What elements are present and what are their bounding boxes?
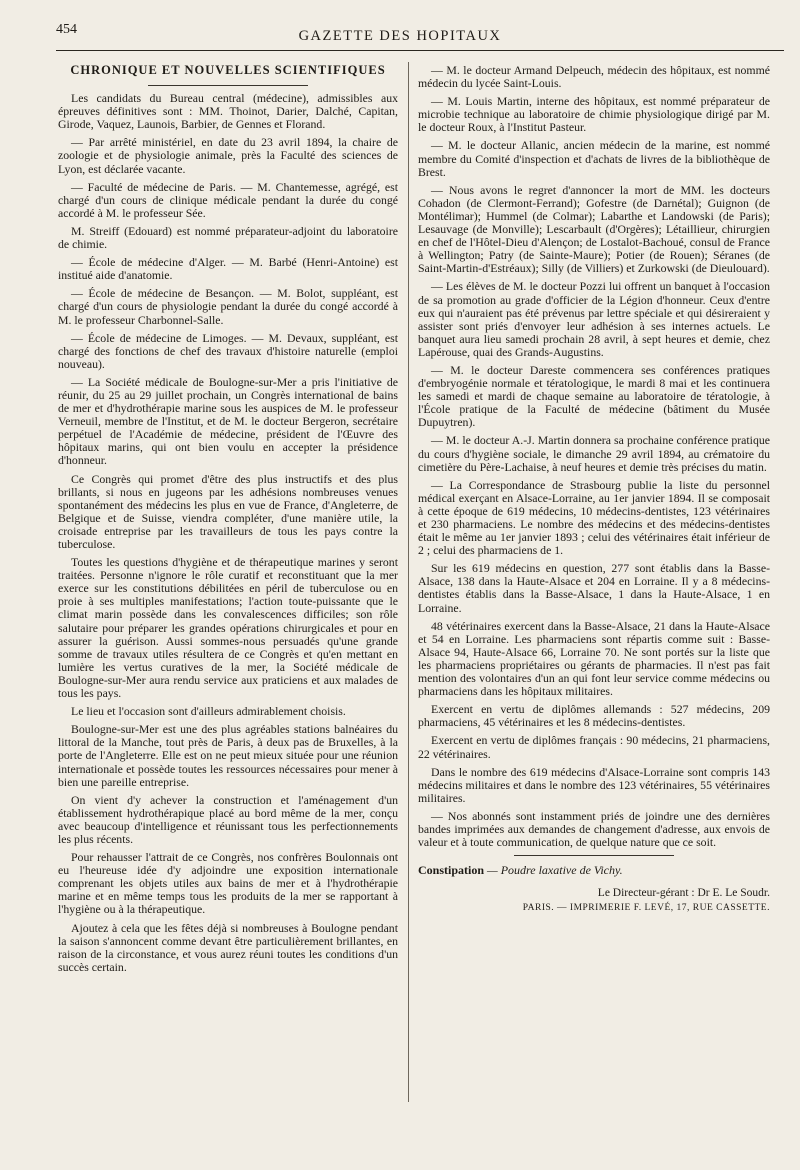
paragraph: — Nous avons le regret d'annoncer la mort de MM. les docteurs Cohadon (de Clermont-Ferrand); Gofestre (de Darnétal); Guignon (de Montélimar); Hummel (de Colmar); Labarthe et Landowski (de Paris); Lesauvage (de Monville); Lescarbault (d'Orgères); Létaillieur, chirurgien en chef de l'Hôtel-Dieu d'Alençon; de Lostalot-Bachoué, consul de France à Wellington; Patry (de Sainte-Maure); Potier (de Rouen); Séranes (de Saint-Martin-d'Estréaux); Silly (de Villiers) et Zurkowski (de Dieulouard). xyxy=(418,182,770,276)
journal-title: GAZETTE DES HOPITAUX xyxy=(298,28,502,44)
paragraph: Exercent en vertu de diplômes français : 90 médecins, 21 pharmaciens, 22 vétérinaires. xyxy=(418,733,770,761)
paragraph: On vient d'y achever la construction et l'aménagement d'un établissement hydrothérapique placé au bord même de la mer, conçu avec beaucoup d'intelligence et réunissant tous les perfectionnements les plus récents. xyxy=(58,792,398,846)
paragraph: — École de médecine d'Alger. — M. Barbé (Henri-Antoine) est institué aide d'anatomie. xyxy=(58,255,398,283)
right-column xyxy=(418,64,770,915)
section-title: CHRONIQUE ET NOUVELLES SCIENTIFIQUES xyxy=(70,63,386,77)
paragraph: — École de médecine de Limoges. — M. Devaux, suppléant, est chargé des fonctions de chef des travaux d'histoire naturelle (emploi nouveau). xyxy=(58,330,398,371)
paragraph: — M. le docteur Dareste commencera ses conférences pratiques d'embryogénie normale et tératologique, le mardi 8 mai et les continuera les samedi et mardi de chaque semaine au laboratoire de tératologie, à l'École pratique de la Faculté de médecine (bâtiment du Musée Dupuytren). xyxy=(418,362,770,430)
paragraph: — Nos abonnés sont instamment priés de joindre une des dernières bandes imprimées aux demandes de changement d'adresse, aux envois de valeur et à toute communication, de quelque nature que ce soit. xyxy=(418,808,770,850)
page-header xyxy=(0,22,800,48)
printer-line: PARIS. — IMPRIMERIE F. LEVÉ, 17, RUE CASSETTE. xyxy=(522,903,770,914)
paragraph: — M. le docteur Allanic, ancien médecin de la marine, est nommé membre du Comité d'inspection et d'achats de livres de la bibliothèque de Brest. xyxy=(418,138,770,179)
paragraph: — Faculté de médecine de Paris. — M. Chantemesse, agrégé, est chargé d'un cours de clinique médicale pendant la durée du congé accordé à M. le professeur Sée. xyxy=(58,179,398,220)
left-column xyxy=(58,64,398,979)
paragraph: Les candidats du Bureau central (médecine), admissibles aux épreuves définitives sont : MM. Thoinot, Darier, Dalché, Capitan, Girode, Vaquez, Launois, Barbier, de Gennes et Florand. xyxy=(58,91,398,132)
section-rule xyxy=(514,855,674,856)
page-number: 454 xyxy=(56,22,77,37)
paragraph: — La Société médicale de Boulogne-sur-Mer a pris l'initiative de réunir, du 25 au 29 juillet prochain, un Congrès international de bains de mer et d'hydrothérapie marine sous les auspices de M. le professeur Verneuil, membre de l'Institut, et de M. le docteur Bergeron, secrétaire perpétuel de l'Académie de médecine, président de l'Œuvre des hôpitaux marins, qui ont bien voulu en accepter la présidence d'honneur. xyxy=(58,374,398,468)
column-divider xyxy=(408,62,409,1102)
paragraph: Boulogne-sur-Mer est une des plus agréables stations balnéaires du littoral de la Manche, tout près de Paris, à deux pas de Bruxelles, à la porte de l'Angleterre. Elle est on ne peut mieux située pour une réunion internationale et possède toutes les ressources nécessaires pour mener à bien une pareille entreprise. xyxy=(58,722,398,789)
paragraph: — M. le docteur Armand Delpeuch, médecin des hôpitaux, est nommé médecin du lycée Saint-Louis. xyxy=(418,63,770,91)
paragraph: — Par arrêté ministériel, en date du 23 avril 1894, la chaire de zoologie et de physiologie animale, près la Faculté des sciences de Lyon, est déclarée vacante. xyxy=(58,135,398,176)
header-rule xyxy=(56,50,784,51)
paragraph: — La Correspondance de Strasbourg publie la liste du personnel médical exerçant en Alsace-Lorraine, au 1er janvier 1894. Il se composait à cette époque de 619 médecins, 10 médecins-dentistes, 123 vétérinaires et 230 pharmaciens. Le nombre des médecins et des médecins-dentistes était le même au 1er janvier 1893 ; celui des vétérinaires était inférieur de 2 ; celui des pharmaciens de 1. xyxy=(418,477,770,558)
paragraph: 48 vétérinaires exercent dans la Basse-Alsace, 21 dans la Haute-Alsace et 54 en Lorraine. Les pharmaciens sont répartis comme suit : Basse-Alsace 94, Haute-Alsace 66, Lorraine 70. Ne sont portés sur la liste que les pharmaciens propriétaires ou gérants de pharmacies. Il n'est pas fait mention des volontaires d'un an qui font leur service comme médecins ou pharmaciens dans les hôpitaux militaires. xyxy=(418,618,770,699)
paragraph: Ajoutez à cela que les fêtes déjà si nombreuses à Boulogne pendant la saison s'annoncent comme devant être particulièrement brillantes, en raison de la circonstance, et vous aurez réuni toutes les conditions d'un succès certain. xyxy=(58,920,398,974)
signature: Le Directeur-gérant : Dr E. Le Soudr. xyxy=(597,887,770,900)
paragraph: Exercent en vertu de diplômes allemands : 527 médecins, 209 pharmaciens, 45 vétérinaires et les 8 médecins-dentistes. xyxy=(418,702,770,730)
paragraph: Sur les 619 médecins en question, 277 sont établis dans la Basse-Alsace, 138 dans la Haute-Alsace et 204 en Lorraine. Il y a 8 médecins-dentistes établis dans la Basse-Alsace, 1 dans la Haute-Alsace, 1 en Lorraine. xyxy=(418,561,770,615)
paragraph: — M. Louis Martin, interne des hôpitaux, est nommé préparateur de microbie technique au laboratoire de chimie physiologique dirigé par M. le docteur Roux, à l'Institut Pasteur. xyxy=(418,94,770,135)
paragraph: — Les élèves de M. le docteur Pozzi lui offrent un banquet à l'occasion de sa promotion au grade d'officier de la Légion d'honneur. Ceux d'entre eux qui n'auraient pas été prévenus par lettre spéciale et qui désireraient y assister sont priés d'envoyer leur adhésion à ses internes actuels. Le banquet aura lieu samedi prochain 28 avril, à sept heures et demie, chez Lapérouse, quai des Grands-Augustins. xyxy=(418,279,770,359)
constipation-text: — Poudre laxative de Vichy. xyxy=(487,863,623,878)
title-rule xyxy=(148,85,308,86)
paragraph: — École de médecine de Besançon. — M. Bolot, suppléant, est chargé d'un cours de physiologie pendant la durée du congé accordé à M. le professeur Charbonnel-Salle. xyxy=(58,286,398,327)
paragraph: M. Streiff (Edouard) est nommé préparateur-adjoint du laboratoire de chimie. xyxy=(58,223,398,252)
constipation-label: Constipation xyxy=(418,863,485,878)
paragraph: Pour rehausser l'attrait de ce Congrès, nos confrères Boulonnais ont eu l'heureuse idée d'y adjoindre une exposition internationale comprenant les objets utiles aux bains de mer et à l'hydrothérapie marine et en même temps tous les produits de la mer se rapportant à l'hygiène ou à la thérapeutique. xyxy=(58,850,398,917)
paragraph: Le lieu et l'occasion sont d'ailleurs admirablement choisis. xyxy=(71,704,346,719)
paragraph: Toutes les questions d'hygiène et de thérapeutique marines y seront traitées. Personne n'ignore le rôle curatif et reconstituant que la mer exerce sur les constitutions débilitées en péril de tuberculose ou en proie à ses multiples manifestations; l'action toute-puissante que le climat marin possède dans les convalescences difficiles; son rôle salutaire pour préparer les grandes opérations chirurgicales et pour en assurer la guérison. Aussi sommes-nous persuadés qu'une grande somme de travaux utiles résultera de ce Congrès et qu'en mettant en lumière les vertus curatives de la mer, la Société médicale de Boulogne-sur-Mer aura rendu service aux praticiens et aux malades de tous les pays. xyxy=(58,555,398,701)
paragraph: Ce Congrès qui promet d'être des plus instructifs et des plus brillants, si nous en jugeons par les adhésions nombreuses venues spontanément des médecins les plus en vue de France, d'Angleterre, de Belgique et de Suisse, viendra compléter, d'une manière utile, la croisade entreprise par les travailleurs de tous les pays contre la tuberculose. xyxy=(58,471,398,551)
paragraph: Dans le nombre des 619 médecins d'Alsace-Lorraine sont compris 143 médecins militaires et dans le nombre des 123 vétérinaires, 55 vétérinaires militaires. xyxy=(418,764,770,805)
constipation-notice xyxy=(418,864,770,877)
paragraph: — M. le docteur A.-J. Martin donnera sa prochaine conférence pratique du cours d'hygiène sociale, le dimanche 29 avril 1894, au crématoire du cimetière du Père-Lachaise, à neuf heures et demie très précises du matin. xyxy=(418,433,770,474)
